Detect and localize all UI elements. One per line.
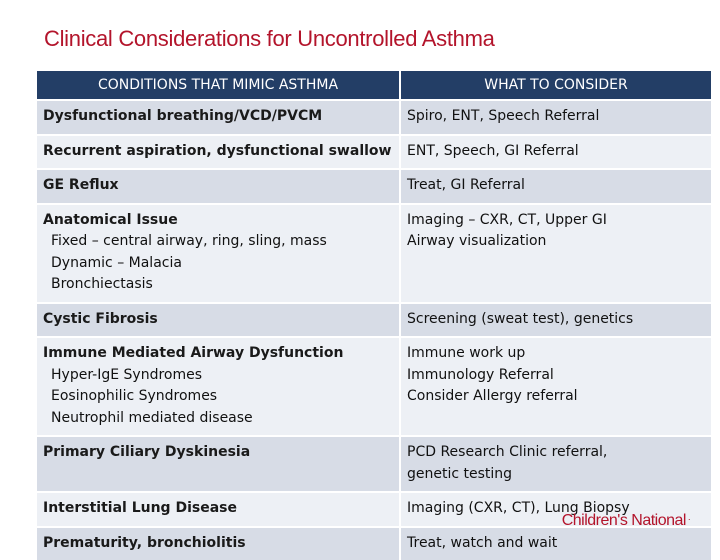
condition-detail: Fixed – central airway, ring, sling, mass	[43, 231, 393, 253]
condition-cell	[37, 435, 401, 491]
condition-cell	[37, 99, 401, 134]
condition-detail: Dynamic – Malacia	[43, 253, 393, 275]
childrens-national-logo	[562, 512, 690, 530]
condition-title: Immune Mediated Airway Dysfunction	[43, 343, 393, 365]
consider-line: Airway visualization	[407, 231, 705, 253]
consider-line: PCD Research Clinic referral,	[407, 442, 705, 464]
condition-title: Dysfunctional breathing/VCD/PVCM	[43, 106, 393, 128]
table-row	[37, 526, 711, 560]
consider-line: Immune work up	[407, 343, 705, 365]
consider-line: genetic testing	[407, 464, 705, 486]
table-row	[37, 168, 711, 203]
condition-detail: Eosinophilic Syndromes	[43, 386, 393, 408]
condition-title: Primary Ciliary Dyskinesia	[43, 442, 393, 464]
condition-title: Prematurity, bronchiolitis	[43, 533, 393, 555]
condition-title: Anatomical Issue	[43, 210, 393, 232]
table-header-row	[37, 71, 711, 99]
condition-title: Recurrent aspiration, dysfunctional swallow	[43, 141, 393, 163]
condition-title: GE Reflux	[43, 175, 393, 197]
logo-text: Children's National	[562, 512, 686, 529]
header-conditions: CONDITIONS THAT MIMIC ASTHMA	[37, 71, 401, 99]
slide-title: Clinical Considerations for Uncontrolled Asthma	[44, 26, 495, 52]
consider-cell	[401, 134, 711, 169]
consider-line: Imaging – CXR, CT, Upper GI	[407, 210, 705, 232]
condition-cell	[37, 203, 401, 302]
condition-cell	[37, 168, 401, 203]
condition-title: Interstitial Lung Disease	[43, 498, 393, 520]
considerations-table	[37, 71, 711, 560]
condition-cell	[37, 336, 401, 435]
header-consider: WHAT TO CONSIDER	[401, 71, 711, 99]
consider-cell	[401, 168, 711, 203]
consider-line: Treat, GI Referral	[407, 175, 705, 197]
consider-cell	[401, 302, 711, 337]
consider-cell	[401, 336, 711, 435]
condition-detail: Neutrophil mediated disease	[43, 408, 393, 430]
consider-line: Immunology Referral	[407, 365, 705, 387]
table-row	[37, 134, 711, 169]
table-row	[37, 336, 711, 435]
consider-line: Screening (sweat test), genetics	[407, 309, 705, 331]
consider-cell	[401, 526, 711, 560]
condition-title: Cystic Fibrosis	[43, 309, 393, 331]
condition-cell	[37, 491, 401, 526]
condition-cell	[37, 134, 401, 169]
condition-cell	[37, 302, 401, 337]
table-row	[37, 203, 711, 302]
table-body	[37, 99, 711, 560]
consider-line: Treat, watch and wait	[407, 533, 705, 555]
consider-cell	[401, 203, 711, 302]
consider-cell	[401, 435, 711, 491]
consider-line: ENT, Speech, GI Referral	[407, 141, 705, 163]
consider-line: Consider Allergy referral	[407, 386, 705, 408]
condition-cell	[37, 526, 401, 560]
logo-mark: .	[688, 512, 690, 522]
condition-detail: Hyper-IgE Syndromes	[43, 365, 393, 387]
consider-line: Spiro, ENT, Speech Referral	[407, 106, 705, 128]
table-row	[37, 435, 711, 491]
table-row	[37, 99, 711, 134]
consider-line: Imaging (CXR, CT), Lung Biopsy	[407, 498, 705, 520]
consider-cell	[401, 99, 711, 134]
condition-detail: Bronchiectasis	[43, 274, 393, 296]
table-row	[37, 302, 711, 337]
